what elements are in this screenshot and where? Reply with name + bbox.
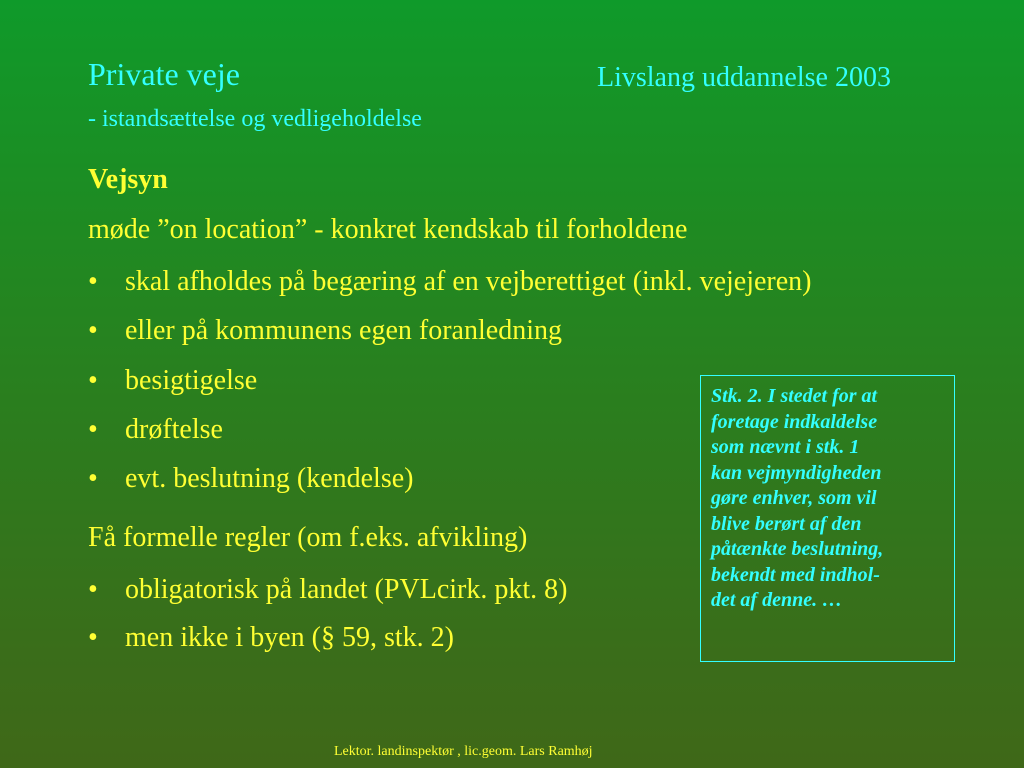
slide-title: Private veje [88, 56, 240, 92]
bullet-marker: • [88, 365, 98, 396]
bullet-marker: • [88, 463, 98, 494]
bullet-marker: • [88, 414, 98, 445]
bullet-marker: • [88, 266, 98, 297]
bullet-item: obligatorisk på landet (PVLcirk. pkt. 8) [125, 574, 568, 605]
bullet-item: besigtigelse [125, 365, 258, 396]
intro-line: møde ”on location” - konkret kendskab til forholdene [88, 214, 688, 245]
bullet-item: eller på kommunens egen foranledning [125, 315, 562, 346]
law-quote-box: Stk. 2. I stedet for at foretage indkaldelse som nævnt i stk. 1 kan vejmyndigheden gøre enhver, som vil blive berørt af den påtænkte beslutning, bekendt med indhol- det af denne. … [700, 375, 955, 662]
course-label: Livslang uddannelse 2003 [597, 62, 891, 93]
slide-subtitle: - istandsættelse og vedligeholdelse [88, 106, 422, 132]
bullet-item: evt. beslutning (kendelse) [125, 463, 414, 494]
bullet-marker: • [88, 622, 98, 653]
section-heading: Vejsyn [88, 164, 168, 195]
bullet-marker: • [88, 315, 98, 346]
second-heading: Få formelle regler (om f.eks. afvikling) [88, 522, 528, 553]
bullet-item: drøftelse [125, 414, 223, 445]
bullet-item: skal afholdes på begæring af en vejberettiget (inkl. vejejeren) [125, 266, 812, 297]
bullet-item: men ikke i byen (§ 59, stk. 2) [125, 622, 454, 653]
footer-author: Lektor. landinspektør , lic.geom. Lars Ramhøj [334, 744, 593, 759]
bullet-marker: • [88, 574, 98, 605]
